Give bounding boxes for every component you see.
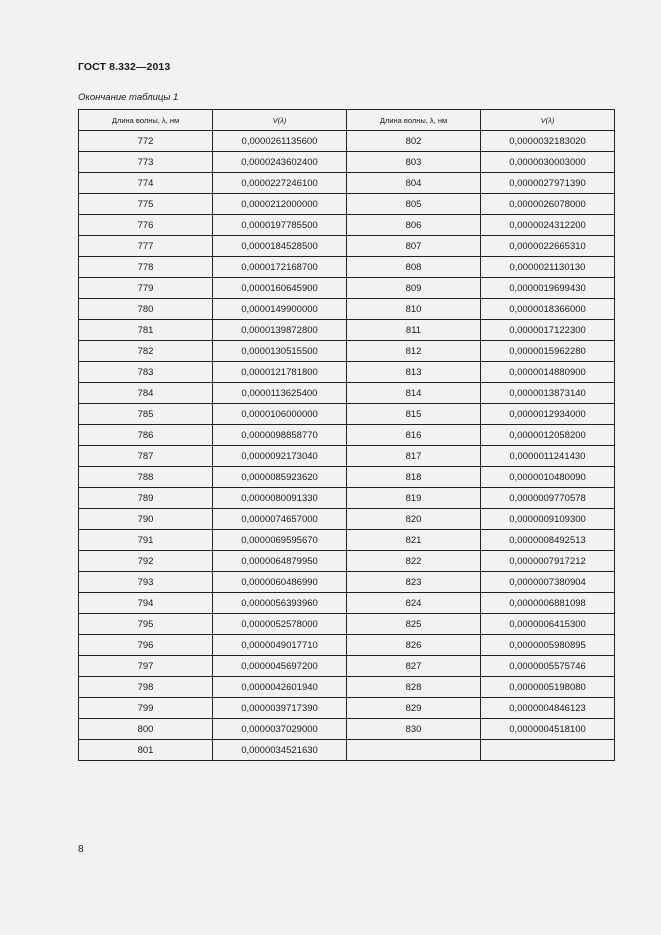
cell-v-left: 0,0000172168700	[213, 257, 347, 278]
cell-wavelength-right: 808	[347, 257, 481, 278]
cell-wavelength-right: 819	[347, 488, 481, 509]
cell-wavelength-left: 779	[79, 278, 213, 299]
cell-v-left: 0,0000227246100	[213, 173, 347, 194]
cell-wavelength-left: 783	[79, 362, 213, 383]
cell-v-left: 0,0000080091330	[213, 488, 347, 509]
cell-wavelength-left: 790	[79, 509, 213, 530]
cell-wavelength-left: 774	[79, 173, 213, 194]
cell-v-left: 0,0000106000000	[213, 404, 347, 425]
cell-v-left: 0,0000261135600	[213, 131, 347, 152]
cell-wavelength-right: 802	[347, 131, 481, 152]
cell-wavelength-right	[347, 740, 481, 761]
cell-v-left: 0,0000049017710	[213, 635, 347, 656]
cell-wavelength-right: 820	[347, 509, 481, 530]
table-row	[79, 614, 615, 635]
cell-wavelength-left: 799	[79, 698, 213, 719]
cell-v-right: 0,0000019699430	[481, 278, 615, 299]
table-header-row	[79, 110, 615, 131]
cell-v-left: 0,0000121781800	[213, 362, 347, 383]
cell-wavelength-left: 788	[79, 467, 213, 488]
table-row	[79, 551, 615, 572]
cell-wavelength-left: 794	[79, 593, 213, 614]
cell-wavelength-left: 784	[79, 383, 213, 404]
cell-wavelength-left: 787	[79, 446, 213, 467]
cell-wavelength-right: 813	[347, 362, 481, 383]
table-row	[79, 404, 615, 425]
table-row	[79, 278, 615, 299]
cell-wavelength-left: 776	[79, 215, 213, 236]
table-row	[79, 425, 615, 446]
cell-v-left: 0,0000160645900	[213, 278, 347, 299]
cell-v-right: 0,0000032183020	[481, 131, 615, 152]
cell-v-left: 0,0000184528500	[213, 236, 347, 257]
cell-wavelength-right: 825	[347, 614, 481, 635]
cell-v-right: 0,0000007917212	[481, 551, 615, 572]
cell-wavelength-right: 814	[347, 383, 481, 404]
table-row	[79, 530, 615, 551]
table-row	[79, 719, 615, 740]
cell-wavelength-left: 796	[79, 635, 213, 656]
cell-wavelength-right: 816	[347, 425, 481, 446]
cell-v-left: 0,0000060486990	[213, 572, 347, 593]
cell-v-left: 0,0000085923620	[213, 467, 347, 488]
table-body	[79, 131, 615, 761]
table-row	[79, 320, 615, 341]
cell-v-right: 0,0000021130130	[481, 257, 615, 278]
cell-v-left: 0,0000113625400	[213, 383, 347, 404]
cell-wavelength-right: 821	[347, 530, 481, 551]
table-row	[79, 488, 615, 509]
cell-wavelength-right: 830	[347, 719, 481, 740]
table-row	[79, 215, 615, 236]
cell-wavelength-right: 818	[347, 467, 481, 488]
table-row	[79, 341, 615, 362]
cell-v-left: 0,0000034521630	[213, 740, 347, 761]
cell-v-right: 0,0000012934000	[481, 404, 615, 425]
table-row	[79, 509, 615, 530]
table-row	[79, 299, 615, 320]
cell-v-right: 0,0000008492513	[481, 530, 615, 551]
cell-v-left: 0,0000042601940	[213, 677, 347, 698]
table-row	[79, 383, 615, 404]
cell-wavelength-right: 815	[347, 404, 481, 425]
table-row	[79, 236, 615, 257]
column-header-v-left: V(λ)	[213, 110, 347, 131]
cell-v-left: 0,0000056393960	[213, 593, 347, 614]
cell-wavelength-right: 828	[347, 677, 481, 698]
cell-v-right: 0,0000009109300	[481, 509, 615, 530]
cell-v-right: 0,0000010480090	[481, 467, 615, 488]
cell-v-right: 0,0000015962280	[481, 341, 615, 362]
table-row	[79, 362, 615, 383]
cell-wavelength-right: 822	[347, 551, 481, 572]
cell-wavelength-left: 792	[79, 551, 213, 572]
cell-v-right: 0,0000013873140	[481, 383, 615, 404]
cell-v-left: 0,0000092173040	[213, 446, 347, 467]
table-row	[79, 593, 615, 614]
cell-wavelength-right: 809	[347, 278, 481, 299]
cell-wavelength-left: 793	[79, 572, 213, 593]
table-row	[79, 257, 615, 278]
cell-wavelength-left: 786	[79, 425, 213, 446]
cell-wavelength-left: 801	[79, 740, 213, 761]
column-header-wavelength-right: Длина волны, λ, нм	[347, 110, 481, 131]
table-caption: Окончание таблицы 1	[78, 92, 179, 103]
cell-v-right: 0,0000026078000	[481, 194, 615, 215]
cell-v-left: 0,0000039717390	[213, 698, 347, 719]
cell-wavelength-right: 823	[347, 572, 481, 593]
cell-wavelength-right: 807	[347, 236, 481, 257]
cell-v-right: 0,0000004518100	[481, 719, 615, 740]
cell-v-right: 0,0000018366000	[481, 299, 615, 320]
cell-v-right: 0,0000005198080	[481, 677, 615, 698]
cell-v-left: 0,0000098858770	[213, 425, 347, 446]
cell-wavelength-right: 817	[347, 446, 481, 467]
cell-wavelength-right: 806	[347, 215, 481, 236]
table-row	[79, 740, 615, 761]
cell-v-right: 0,0000011241430	[481, 446, 615, 467]
cell-wavelength-left: 781	[79, 320, 213, 341]
cell-v-left: 0,0000069595670	[213, 530, 347, 551]
cell-wavelength-left: 789	[79, 488, 213, 509]
cell-wavelength-left: 780	[79, 299, 213, 320]
table-row	[79, 446, 615, 467]
cell-v-left: 0,0000052578000	[213, 614, 347, 635]
cell-wavelength-right: 812	[347, 341, 481, 362]
cell-wavelength-right: 810	[347, 299, 481, 320]
cell-v-left: 0,0000243602400	[213, 152, 347, 173]
cell-v-left: 0,0000064879950	[213, 551, 347, 572]
table-row	[79, 656, 615, 677]
cell-v-right: 0,0000017122300	[481, 320, 615, 341]
cell-wavelength-left: 778	[79, 257, 213, 278]
cell-v-right: 0,0000006415300	[481, 614, 615, 635]
column-header-wavelength-left: Длина волны, λ, нм	[79, 110, 213, 131]
cell-wavelength-left: 785	[79, 404, 213, 425]
column-header-v-right: V(λ)	[481, 110, 615, 131]
cell-v-right: 0,0000005980895	[481, 635, 615, 656]
cell-v-right: 0,0000030003000	[481, 152, 615, 173]
cell-v-right	[481, 740, 615, 761]
table-row	[79, 131, 615, 152]
cell-wavelength-right: 805	[347, 194, 481, 215]
cell-v-right: 0,0000022665310	[481, 236, 615, 257]
table-row	[79, 635, 615, 656]
table-row	[79, 698, 615, 719]
cell-v-left: 0,0000074657000	[213, 509, 347, 530]
cell-wavelength-left: 773	[79, 152, 213, 173]
cell-wavelength-right: 824	[347, 593, 481, 614]
cell-v-right: 0,0000005575746	[481, 656, 615, 677]
cell-wavelength-right: 827	[347, 656, 481, 677]
cell-wavelength-left: 772	[79, 131, 213, 152]
cell-v-left: 0,0000045697200	[213, 656, 347, 677]
cell-wavelength-left: 791	[79, 530, 213, 551]
cell-v-right: 0,0000024312200	[481, 215, 615, 236]
cell-v-left: 0,0000197785500	[213, 215, 347, 236]
document-header: ГОСТ 8.332—2013	[78, 61, 171, 73]
cell-wavelength-left: 798	[79, 677, 213, 698]
cell-v-right: 0,0000004846123	[481, 698, 615, 719]
cell-wavelength-left: 782	[79, 341, 213, 362]
cell-wavelength-left: 797	[79, 656, 213, 677]
cell-wavelength-right: 829	[347, 698, 481, 719]
cell-wavelength-right: 826	[347, 635, 481, 656]
cell-v-left: 0,0000149900000	[213, 299, 347, 320]
cell-wavelength-left: 795	[79, 614, 213, 635]
cell-wavelength-left: 775	[79, 194, 213, 215]
wavelength-table	[78, 109, 615, 761]
cell-v-left: 0,0000139872800	[213, 320, 347, 341]
cell-v-right: 0,0000006881098	[481, 593, 615, 614]
cell-v-right: 0,0000027971390	[481, 173, 615, 194]
cell-v-right: 0,0000009770578	[481, 488, 615, 509]
page-number: 8	[78, 844, 84, 855]
cell-wavelength-left: 800	[79, 719, 213, 740]
cell-v-left: 0,0000130515500	[213, 341, 347, 362]
cell-wavelength-left: 777	[79, 236, 213, 257]
table-row	[79, 572, 615, 593]
cell-v-left: 0,0000212000000	[213, 194, 347, 215]
table-row	[79, 467, 615, 488]
cell-wavelength-right: 811	[347, 320, 481, 341]
cell-v-right: 0,0000012058200	[481, 425, 615, 446]
cell-wavelength-right: 804	[347, 173, 481, 194]
table-row	[79, 677, 615, 698]
table-row	[79, 152, 615, 173]
table-row	[79, 194, 615, 215]
cell-v-right: 0,0000007380904	[481, 572, 615, 593]
table-row	[79, 173, 615, 194]
cell-wavelength-right: 803	[347, 152, 481, 173]
cell-v-right: 0,0000014880900	[481, 362, 615, 383]
cell-v-left: 0,0000037029000	[213, 719, 347, 740]
